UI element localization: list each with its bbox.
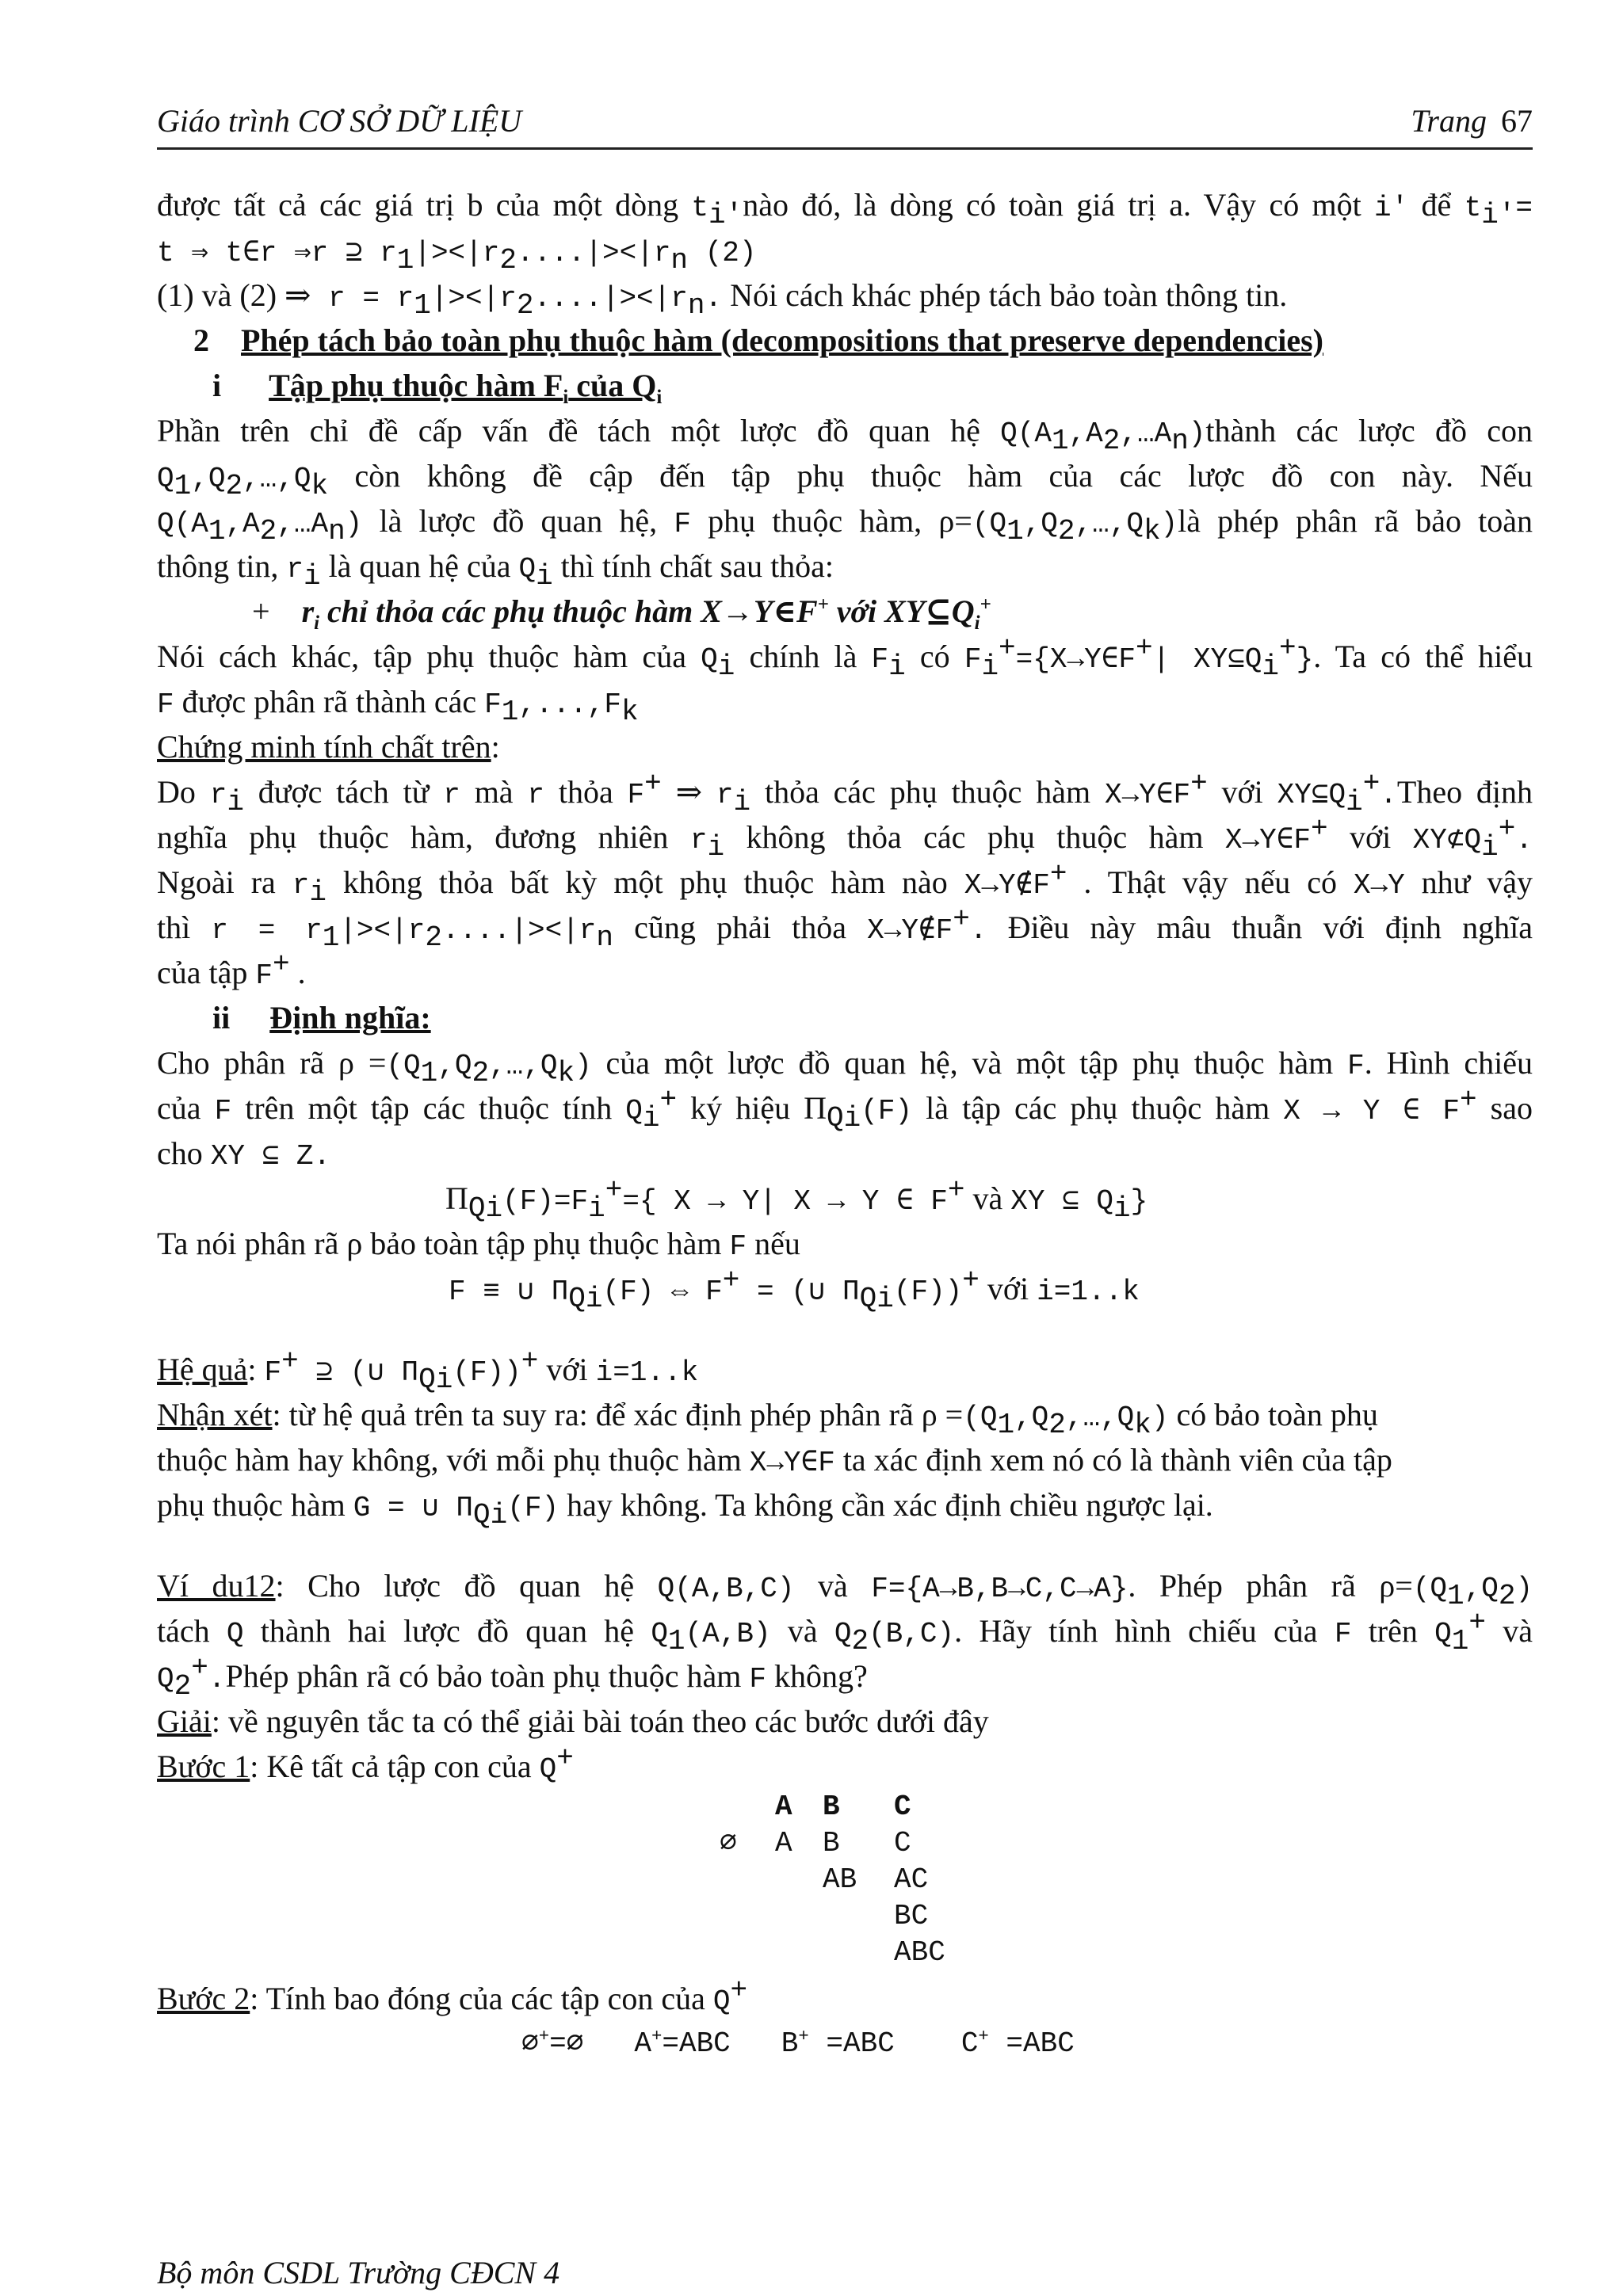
text-line: $Q_2^+.Phép$ phân rã có bảo toàn phụ thuộc hàm F không?: [157, 1651, 868, 1703]
table-row: AB AC: [823, 1863, 929, 1896]
formula-line: $\Pi_{Qi}(F)=F_i^+=${ X → Y| X → Y ∈ F+ và XY ⊆ $Q_i$}: [445, 1173, 1148, 1225]
subsection-heading: i Tập phụ thuộc hàm $F_i$ của $Q_i$: [212, 368, 663, 408]
subsection-title: Định nghĩa:: [269, 1000, 431, 1035]
section-title: Phép tách bảo toàn phụ thuộc hàm (decompositions that preserve dependencies): [241, 322, 1323, 358]
text-line: Do $r_i$ được tách từ r mà r thỏa F+ ⇒ $r_i$ thỏa các phụ thuộc hàm X→Y∈F+ với $XY⊆Q_i^+.Theo$ định: [157, 767, 1533, 818]
closures-line: ∅+=∅ A+=ABC B+ =ABC C+ =ABC: [521, 2026, 1075, 2060]
subsets-table: [720, 1789, 973, 1971]
subsection-title: Tập phụ thuộc hàm $F_i$ của $Q_i$: [269, 368, 663, 408]
text-line: của tập F+ .: [157, 948, 306, 992]
text-line: thuộc hàm hay không, với mỗi phụ thuộc hàm X→Y∈F ta xác định xem nó có là thành viên của tập: [157, 1442, 1392, 1479]
page-footer: Bộ môn CSDL Trường CĐCN 4: [157, 2255, 560, 2290]
table-row: ABC: [894, 1936, 945, 1969]
proof-heading: Chứng minh tính chất trên:: [157, 729, 500, 765]
step-1-line: Bước 1: Kê tất cả tập con của Q+: [157, 1741, 574, 1786]
text-line: nghĩa phụ thuộc hàm, đương nhiên $r_i$ không thỏa các phụ thuộc hàm X→Y∈F+ với $XY⊄Q_i^+$.: [157, 812, 1533, 864]
text-line: thì $r = r_1|><|r_2....|><|r_n$ cũng phải thỏa X→Y∉F+. Điều này mâu thuẫn với định nghĩa: [157, 902, 1533, 954]
text-line: $Q(A_1,A_2,\dots A_n)$ là lược đồ quan hệ, F phụ thuộc hàm, $\rho=(Q_1,Q_2,\dots,Q_k)là$ phép phân rã bảo toàn: [157, 503, 1533, 547]
text-line: Cho phân rã $\rho =(Q_1,Q_2,\dots,Q_k)$ của một lược đồ quan hệ, và một tập phụ thuộc hàm F. Hình chiếu: [157, 1045, 1533, 1089]
subsection-heading: ii Định nghĩa:: [212, 1000, 431, 1035]
text-line: (1) và (2) ⇒ $r = r_1|><|r_2....|><|r_n$. Nói cách khác phép tách bảo toàn thông tin.: [157, 277, 1288, 322]
text-line: $Q_1,Q_2,\dots,Q_k$ còn không đề cập đến tập phụ thuộc hàm của các lược đồ con này. Nếu: [157, 458, 1533, 502]
table-row: BC: [894, 1900, 929, 1932]
table-row: ∅ A B C: [720, 1825, 973, 1862]
text-line: thông tin, $r_i$ là quan hệ của $Q_i$ thì tính chất sau thỏa:: [157, 548, 834, 593]
property-line: + $r_i$ chỉ thỏa các phụ thuộc hàm X→Y∈F+ với $XY⊆Q_i^+$: [252, 593, 991, 634]
text-line: Ngoài ra $r_i$ không thỏa bất kỳ một phụ thuộc hàm nào X→Y∉F+ . Thật vậy nếu có X→Y như vậy: [157, 857, 1533, 909]
text-line: tách Q thành hai lược đồ quan hệ $Q_1(A,B)$ và $Q_2(B,C)$. Hãy tính hình chiếu của F trên $Q_1^+$ và: [157, 1606, 1533, 1657]
corollary-line: Hệ quả: F+ ⊇ (∪ $\Pi_{Qi}(F))^+$ với i=1..k: [157, 1344, 699, 1396]
text-line: F được phân rã thành các $F_1,...,F_k$: [157, 684, 639, 728]
table-header-row: A B C: [775, 1791, 911, 1823]
header-title: Giáo trình CƠ SỞ DỮ LIỆU: [157, 103, 522, 139]
text-line: cho XY ⊆ Z.: [157, 1135, 331, 1173]
page-header: [157, 101, 1533, 150]
step-2-line: Bước 2: Tính bao đóng của các tập con của Q+: [157, 1974, 748, 2018]
text-line: Phần trên chỉ đề cấp vấn đề tách một lược đồ quan hệ $Q(A_1,A_2,\dots A_n)thành$ các lược đồ con: [157, 413, 1533, 457]
header-page-number: 67: [1501, 103, 1533, 139]
remark-line: Nhận xét: từ hệ quả trên ta suy ra: để xác định phép phân rã $\rho =(Q_1,Q_2,\dots,Q_k)$ có bảo toàn phụ: [157, 1397, 1378, 1441]
empty-set-symbol: ∅: [720, 1827, 737, 1859]
header-page-label: Trang: [1411, 103, 1487, 139]
text-line: t ⇒ t∈r ⇒r ⊇ $r_1|><|r_2....|><|r_n$ (2): [157, 237, 757, 277]
text-line: của F trên một tập các thuộc tính $Q_i^+$ ký hiệu $\Pi_{Qi}(F)$ là tập các phụ thuộc hàm X → Y ∈ F+ sao: [157, 1083, 1533, 1135]
solution-line: Giải: về nguyên tắc ta có thể giải bài toán theo các bước dưới đây: [157, 1703, 989, 1739]
text-line: được tất cả các giá trị b của một dòng $t_{i'}nào$ đó, là dòng có toàn giá trị a. Vậy có một i' để $t_{i'}=$: [157, 187, 1533, 231]
text-line: Ta nói phân rã ρ bảo toàn tập phụ thuộc hàm F nếu: [157, 1226, 800, 1263]
page-body: [157, 182, 1533, 2066]
section-heading: 2 Phép tách bảo toàn phụ thuộc hàm (decompositions that preserve dependencies): [193, 322, 1323, 358]
text-line: phụ thuộc hàm G = ∪ $\Pi_{Qi}(F)$ hay không. Ta không cần xác định chiều ngược lại.: [157, 1487, 1213, 1531]
example-line: Ví du12: Cho lược đồ quan hệ Q(A,B,C) và F={A→B,B→C,C→A}. Phép phân rã $\rho=(Q_1,Q_2)$: [157, 1568, 1533, 1612]
formula-line: F ≡ ∪ $\Pi_{Qi}(F)$ ⇔ F+ = (∪ $\Pi_{Qi}(F))^+$ với i=1..k: [449, 1264, 1140, 1315]
text-line: Nói cách khác, tập phụ thuộc hàm của $Q_i$ chính là $F_i$ có $F_i^+=\{X\to Y\in F^+|$ $XY⊆Q_i^+$}. Ta có thể hiểu: [157, 631, 1533, 683]
header-page: [1411, 102, 1533, 139]
